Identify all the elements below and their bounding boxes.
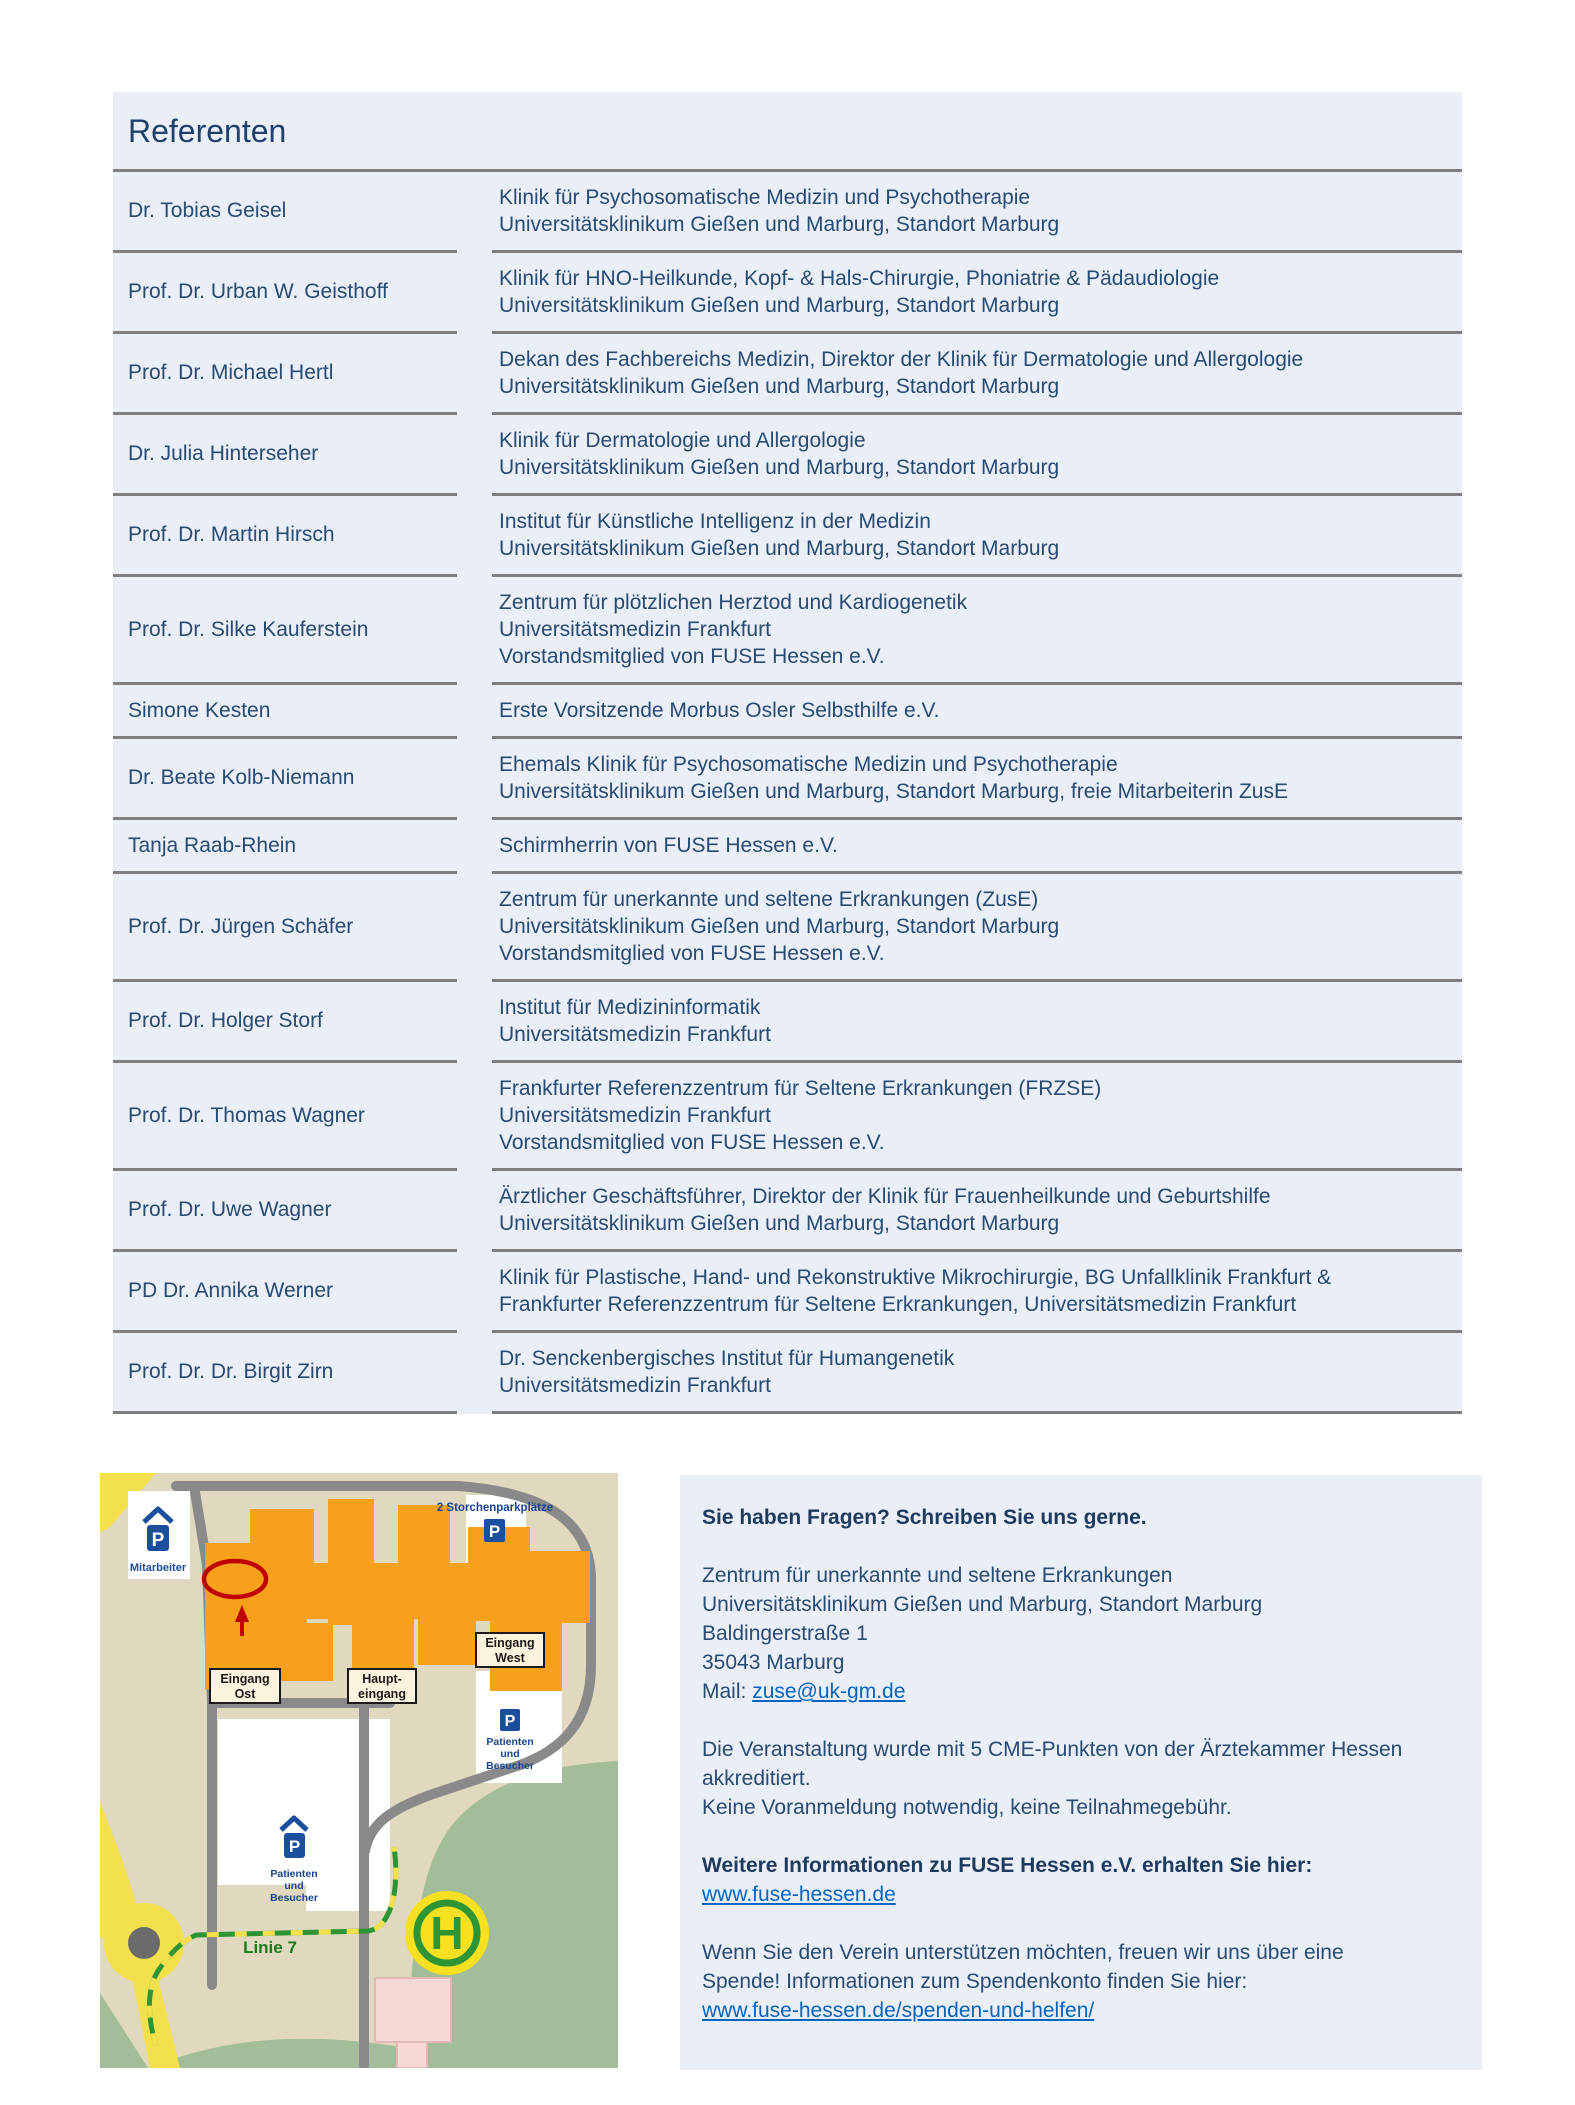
table-row [113, 874, 1462, 982]
bus-stop-icon [405, 1891, 489, 1975]
desc-line: Dr. Senckenbergisches Institut für Humangenetik [499, 1347, 955, 1370]
table-row [113, 1252, 1462, 1333]
donation-paragraph [702, 1938, 1420, 2025]
referent-desc [492, 1252, 1462, 1333]
referent-desc [492, 1063, 1462, 1171]
table-row [113, 577, 1462, 685]
desc-line: Schirmherrin von FUSE Hessen e.V. [499, 834, 838, 857]
column-gap [457, 874, 492, 982]
referent-desc [492, 685, 1462, 739]
referent-name: Prof. Dr. Jürgen Schäfer [113, 874, 457, 982]
column-gap [457, 253, 492, 334]
table-row [113, 496, 1462, 577]
desc-line: Universitätsklinikum Gießen und Marburg, Standort Marburg, freie Mitarbeiterin ZusE [499, 780, 1288, 803]
referent-desc [492, 496, 1462, 577]
desc-line: Vorstandsmitglied von FUSE Hessen e.V. [499, 645, 885, 668]
referent-name: Prof. Dr. Silke Kauferstein [113, 577, 457, 685]
donation-text: Wenn Sie den Verein unterstützen möchten, freuen wir uns über eine Spende! Informationen zum Spendenkonto finden Sie hier: [702, 1941, 1344, 1993]
desc-line: Ehemals Klinik für Psychosomatische Medizin und Psychotherapie [499, 753, 1118, 776]
desc-line: Universitätsmedizin Frankfurt [499, 1104, 771, 1127]
referent-desc [492, 253, 1462, 334]
referent-name: Dr. Tobias Geisel [113, 172, 457, 253]
referent-name: Prof. Dr. Urban W. Geisthoff [113, 253, 457, 334]
desc-line: Frankfurter Referenzzentrum für Seltene Erkrankungen, Universitätsmedizin Frankfurt [499, 1293, 1297, 1316]
svg-text:Besucher: Besucher [486, 1760, 534, 1772]
svg-text:eingang: eingang [358, 1687, 406, 1701]
desc-line: Klinik für Dermatologie und Allergologie [499, 429, 866, 452]
column-gap [457, 415, 492, 496]
mail-line [702, 1677, 1420, 1706]
column-gap [457, 820, 492, 874]
table-row [113, 739, 1462, 820]
contact-heading: Sie haben Fragen? Schreiben Sie uns gerne. [702, 1506, 1147, 1529]
column-gap [457, 577, 492, 685]
desc-line: Klinik für HNO-Heilkunde, Kopf- & Hals-Chirurgie, Phoniatrie & Pädaudiologie [499, 267, 1220, 290]
parking-icon-patients-east [500, 1709, 520, 1731]
referent-name: Dr. Beate Kolb-Niemann [113, 739, 457, 820]
desc-line: Universitätsmedizin Frankfurt [499, 1374, 771, 1397]
desc-line: Klinik für Psychosomatische Medizin und Psychotherapie [499, 186, 1031, 209]
column-gap [457, 1252, 492, 1333]
referent-name: Prof. Dr. Martin Hirsch [113, 496, 457, 577]
entrance-west-label [476, 1633, 544, 1667]
table-row [113, 982, 1462, 1063]
address-line: Baldingerstraße 1 [702, 1622, 868, 1645]
referent-name: Prof. Dr. Dr. Birgit Zirn [113, 1333, 457, 1414]
referent-desc [492, 982, 1462, 1063]
column-gap [457, 685, 492, 739]
desc-line: Universitätsklinikum Gießen und Marburg, Standort Marburg [499, 1212, 1060, 1235]
svg-text:und: und [500, 1748, 520, 1760]
referent-name: Prof. Dr. Holger Storf [113, 982, 457, 1063]
referent-desc [492, 874, 1462, 982]
referent-name: Prof. Dr. Uwe Wagner [113, 1171, 457, 1252]
donation-link[interactable]: www.fuse-hessen.de/spenden-und-helfen/ [702, 1999, 1095, 2022]
referent-desc [492, 1333, 1462, 1414]
entrance-east-label [210, 1669, 280, 1703]
column-gap [457, 1063, 492, 1171]
referent-name: Tanja Raab-Rhein [113, 820, 457, 874]
table-row [113, 253, 1462, 334]
referent-name: Dr. Julia Hinterseher [113, 415, 457, 496]
desc-line: Universitätsklinikum Gießen und Marburg, Standort Marburg [499, 537, 1060, 560]
svg-text:West: West [495, 1651, 525, 1665]
svg-text:Patienten: Patienten [486, 1736, 534, 1748]
desc-line: Universitätsklinikum Gießen und Marburg, Standort Marburg [499, 213, 1060, 236]
column-gap [457, 1333, 492, 1414]
map-roundabout-center [128, 1927, 160, 1959]
address-line: Universitätsklinikum Gießen und Marburg, Standort Marburg [702, 1593, 1263, 1616]
table-row [113, 1333, 1462, 1414]
fuse-info-heading: Weitere Informationen zu FUSE Hessen e.V. erhalten Sie hier: [702, 1854, 1313, 1877]
column-gap [457, 172, 492, 253]
referents-table-body [113, 172, 1462, 1414]
svg-text:Ost: Ost [234, 1687, 256, 1701]
column-gap [457, 982, 492, 1063]
svg-text:Haupt-: Haupt- [362, 1672, 402, 1686]
svg-text:und: und [284, 1880, 304, 1892]
desc-line: Zentrum für plötzlichen Herztod und Kardiogenetik [499, 591, 968, 614]
referent-desc [492, 739, 1462, 820]
parking-label-employee: Mitarbeiter [129, 1562, 187, 1574]
campus-map-image [100, 1473, 618, 2068]
table-row [113, 172, 1462, 253]
bus-line7-label: Linie 7 [243, 1938, 297, 1957]
column-gap [457, 334, 492, 415]
registration-note: Keine Voranmeldung notwendig, keine Teilnahmegebühr. [702, 1796, 1232, 1819]
svg-text:Eingang: Eingang [485, 1636, 535, 1650]
contact-box [680, 1475, 1482, 2070]
svg-text:Besucher: Besucher [270, 1892, 318, 1904]
fuse-info-paragraph [702, 1851, 1420, 1909]
desc-line: Dekan des Fachbereichs Medizin, Direktor der Klinik für Dermatologie und Allergologie [499, 348, 1304, 371]
page-title: Referenten [113, 92, 1462, 172]
fuse-website-link[interactable]: www.fuse-hessen.de [702, 1883, 896, 1906]
desc-line: Universitätsklinikum Gießen und Marburg, Standort Marburg [499, 915, 1060, 938]
cme-text: Die Veranstaltung wurde mit 5 CME-Punkten von der Ärztekammer Hessen akkreditiert. [702, 1738, 1403, 1790]
address-line: 35043 Marburg [702, 1651, 845, 1674]
column-gap [457, 496, 492, 577]
desc-line: Universitätsmedizin Frankfurt [499, 618, 771, 641]
desc-line: Zentrum für unerkannte und seltene Erkrankungen (ZusE) [499, 888, 1039, 911]
referent-name: PD Dr. Annika Werner [113, 1252, 457, 1333]
table-row [113, 334, 1462, 415]
svg-text:H: H [430, 1907, 464, 1959]
table-row [113, 415, 1462, 496]
desc-line: Vorstandsmitglied von FUSE Hessen e.V. [499, 942, 885, 965]
mail-link[interactable]: zuse@uk-gm.de [752, 1680, 906, 1703]
stork-parking-label: 2 Storchenparkplätze [436, 1502, 554, 1514]
svg-text:P: P [151, 1530, 165, 1551]
svg-text:Patienten: Patienten [270, 1868, 318, 1880]
contact-address [702, 1561, 1420, 1706]
svg-text:Eingang: Eingang [220, 1672, 270, 1686]
svg-text:P: P [504, 1713, 516, 1730]
referent-desc [492, 334, 1462, 415]
referent-desc [492, 415, 1462, 496]
desc-line: Institut für Medizininformatik [499, 996, 761, 1019]
referent-name: Prof. Dr. Thomas Wagner [113, 1063, 457, 1171]
referent-desc [492, 172, 1462, 253]
desc-line: Universitätsmedizin Frankfurt [499, 1023, 771, 1046]
svg-text:P: P [488, 1522, 501, 1541]
referents-table [113, 92, 1462, 1414]
desc-line: Erste Vorsitzende Morbus Osler Selbsthilfe e.V. [499, 699, 940, 722]
desc-line: Vorstandsmitglied von FUSE Hessen e.V. [499, 1131, 885, 1154]
table-row [113, 820, 1462, 874]
referent-desc [492, 820, 1462, 874]
desc-line: Ärztlicher Geschäftsführer, Direktor der Klinik für Frauenheilkunde und Geburtshilfe [499, 1185, 1271, 1208]
table-row [113, 1063, 1462, 1171]
referent-name: Prof. Dr. Michael Hertl [113, 334, 457, 415]
referent-desc [492, 577, 1462, 685]
desc-line: Institut für Künstliche Intelligenz in der Medizin [499, 510, 931, 533]
referent-desc [492, 1171, 1462, 1252]
parking-icon-stork [484, 1519, 505, 1542]
desc-line: Universitätsklinikum Gießen und Marburg, Standort Marburg [499, 294, 1060, 317]
main-entrance-label [348, 1669, 416, 1703]
table-row [113, 685, 1462, 739]
mail-label: Mail: [702, 1680, 753, 1703]
desc-line: Universitätsklinikum Gießen und Marburg, Standort Marburg [499, 375, 1060, 398]
desc-line: Universitätsklinikum Gießen und Marburg, Standort Marburg [499, 456, 1060, 479]
cme-paragraph [702, 1735, 1420, 1822]
svg-text:P: P [288, 1837, 301, 1856]
table-row [113, 1171, 1462, 1252]
column-gap [457, 739, 492, 820]
desc-line: Klinik für Plastische, Hand- und Rekonstruktive Mikrochirurgie, BG Unfallklinik Frankfurt & [499, 1266, 1332, 1289]
address-line: Zentrum für unerkannte und seltene Erkrankungen [702, 1564, 1173, 1587]
desc-line: Frankfurter Referenzzentrum für Seltene Erkrankungen (FRZSE) [499, 1077, 1102, 1100]
referent-name: Simone Kesten [113, 685, 457, 739]
column-gap [457, 1171, 492, 1252]
